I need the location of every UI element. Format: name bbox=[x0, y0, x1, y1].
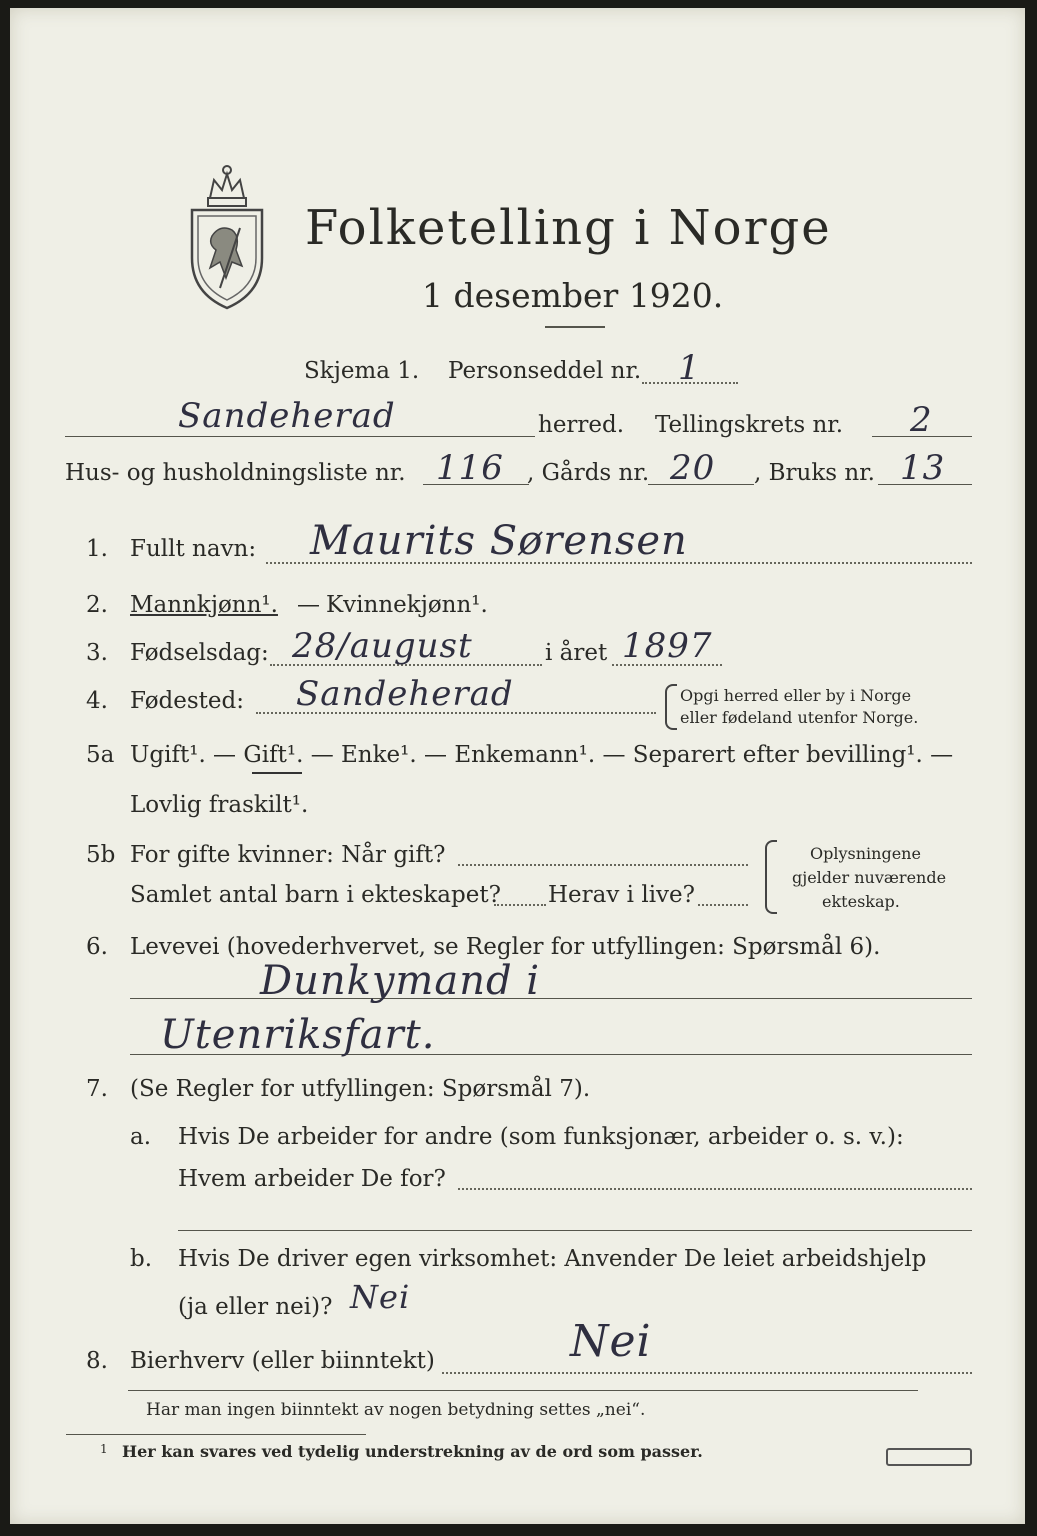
q8-line bbox=[442, 1372, 972, 1374]
q5b-married-when-line bbox=[458, 864, 748, 866]
q5b-note-line2: gjelder nuværende bbox=[792, 868, 947, 887]
herred-line bbox=[65, 436, 535, 437]
schema-label: Skjema 1. bbox=[304, 358, 420, 384]
gards-value[interactable]: 20 bbox=[670, 448, 716, 488]
marital-status-divorced-option[interactable]: Lovlig fraskilt¹. bbox=[130, 792, 309, 818]
q5b-alive-line bbox=[698, 904, 748, 906]
birthyear-value[interactable]: 1897 bbox=[622, 626, 713, 666]
gards-label: , Gårds nr. bbox=[527, 460, 650, 486]
personseddel-value[interactable]: 1 bbox=[678, 348, 701, 388]
footer-note: Har man ingen biinntekt av nogen betydning settes „nei“. bbox=[146, 1400, 646, 1420]
bruks-label: , Bruks nr. bbox=[754, 460, 875, 486]
printer-stamp-icon bbox=[886, 1448, 972, 1466]
census-form-page bbox=[10, 8, 1025, 1524]
q7a-letter: a. bbox=[130, 1124, 152, 1150]
q4-note-bracket bbox=[665, 684, 677, 730]
q8-answer-value[interactable]: Nei bbox=[570, 1316, 652, 1367]
marital-status-options[interactable]: Ugift¹. — Gift¹. — Enke¹. — Enkemann¹. — Separert efter bevilling¹. — bbox=[130, 742, 954, 768]
q4-label: Fødested: bbox=[130, 688, 245, 714]
q1-label: Fullt navn: bbox=[130, 536, 257, 562]
tellingskrets-label: Tellingskrets nr. bbox=[655, 412, 844, 438]
footnote-text: Her kan svares ved tydelig understrekning av de ord som passer. bbox=[122, 1442, 703, 1461]
form-date: 1 desember 1920. bbox=[422, 276, 724, 315]
husliste-value[interactable]: 116 bbox=[436, 448, 504, 488]
q5b-note-bracket bbox=[765, 840, 777, 914]
q7b-text: Hvis De driver egen virksomhet: Anvender De leiet arbeidshjelp bbox=[178, 1246, 927, 1272]
husliste-label: Hus- og husholdningsliste nr. bbox=[65, 460, 406, 486]
q7b-question: (ja eller nei)? bbox=[178, 1294, 333, 1320]
q5b-number: 5b bbox=[86, 842, 116, 868]
tellingskrets-value[interactable]: 2 bbox=[910, 400, 933, 440]
herred-value[interactable]: Sandeherad bbox=[178, 396, 396, 436]
q5b-children-label: Samlet antal barn i ekteskapet? bbox=[130, 882, 501, 908]
q7a-text: Hvis De arbeider for andre (som funksjonær, arbeider o. s. v.): bbox=[178, 1124, 904, 1150]
occupation-value-line2[interactable]: Utenriksfart. bbox=[160, 1012, 436, 1058]
q4-number: 4. bbox=[86, 688, 108, 714]
birthdate-value[interactable]: 28/august bbox=[292, 626, 473, 666]
q7a-question: Hvem arbeider De for? bbox=[178, 1166, 446, 1192]
q7a-answer-line bbox=[458, 1188, 972, 1190]
q7-label: (Se Regler for utfyllingen: Spørsmål 7). bbox=[130, 1076, 591, 1102]
q6-line1 bbox=[130, 998, 972, 999]
q5b-note-line1: Oplysningene bbox=[810, 844, 921, 863]
form-title: Folketelling i Norge bbox=[305, 200, 832, 256]
gender-female-option[interactable]: Kvinnekjønn¹. bbox=[326, 592, 488, 618]
q8-number: 8. bbox=[86, 1348, 108, 1374]
q6-number: 6. bbox=[86, 934, 108, 960]
q7-number: 7. bbox=[86, 1076, 108, 1102]
q2-number: 2. bbox=[86, 592, 108, 618]
q5b-children-line bbox=[494, 904, 546, 906]
footnote-divider bbox=[66, 1434, 366, 1435]
norway-coat-of-arms-icon bbox=[180, 158, 275, 313]
footnote-mark: 1 bbox=[100, 1442, 108, 1456]
herred-label: herred. bbox=[538, 412, 625, 438]
gift-underline bbox=[252, 772, 302, 774]
q1-number: 1. bbox=[86, 536, 108, 562]
q4-note-line1: Opgi herred eller by i Norge bbox=[680, 686, 912, 705]
q7a-answer-line2 bbox=[178, 1230, 972, 1231]
q5b-married-when-label: For gifte kvinner: Når gift? bbox=[130, 842, 446, 868]
q5b-note-line3: ekteskap. bbox=[822, 892, 900, 911]
q5b-alive-label: Herav i live? bbox=[548, 882, 695, 908]
birthplace-value[interactable]: Sandeherad bbox=[296, 674, 514, 714]
q8-label: Bierhverv (eller biinntekt) bbox=[130, 1348, 435, 1374]
personseddel-label: Personseddel nr. bbox=[448, 358, 642, 384]
q3-label: Fødselsdag: bbox=[130, 640, 269, 666]
bruks-value[interactable]: 13 bbox=[900, 448, 946, 488]
q4-note-line2: eller fødeland utenfor Norge. bbox=[680, 708, 919, 727]
gender-male-option[interactable]: Mannkjønn¹. bbox=[130, 592, 278, 618]
occupation-value-line1[interactable]: Dunkymand i bbox=[260, 958, 541, 1004]
gender-separator: — bbox=[297, 592, 320, 618]
q7b-answer-value[interactable]: Nei bbox=[350, 1278, 411, 1316]
q5a-number: 5a bbox=[86, 742, 115, 768]
q3-year-label: i året bbox=[545, 640, 608, 666]
title-divider bbox=[545, 326, 605, 328]
q7b-letter: b. bbox=[130, 1246, 153, 1272]
footer-divider bbox=[128, 1390, 918, 1391]
full-name-value[interactable]: Maurits Sørensen bbox=[310, 518, 688, 564]
q6-label: Levevei (hovederhvervet, se Regler for utfyllingen: Spørsmål 6). bbox=[130, 934, 881, 960]
q3-number: 3. bbox=[86, 640, 108, 666]
